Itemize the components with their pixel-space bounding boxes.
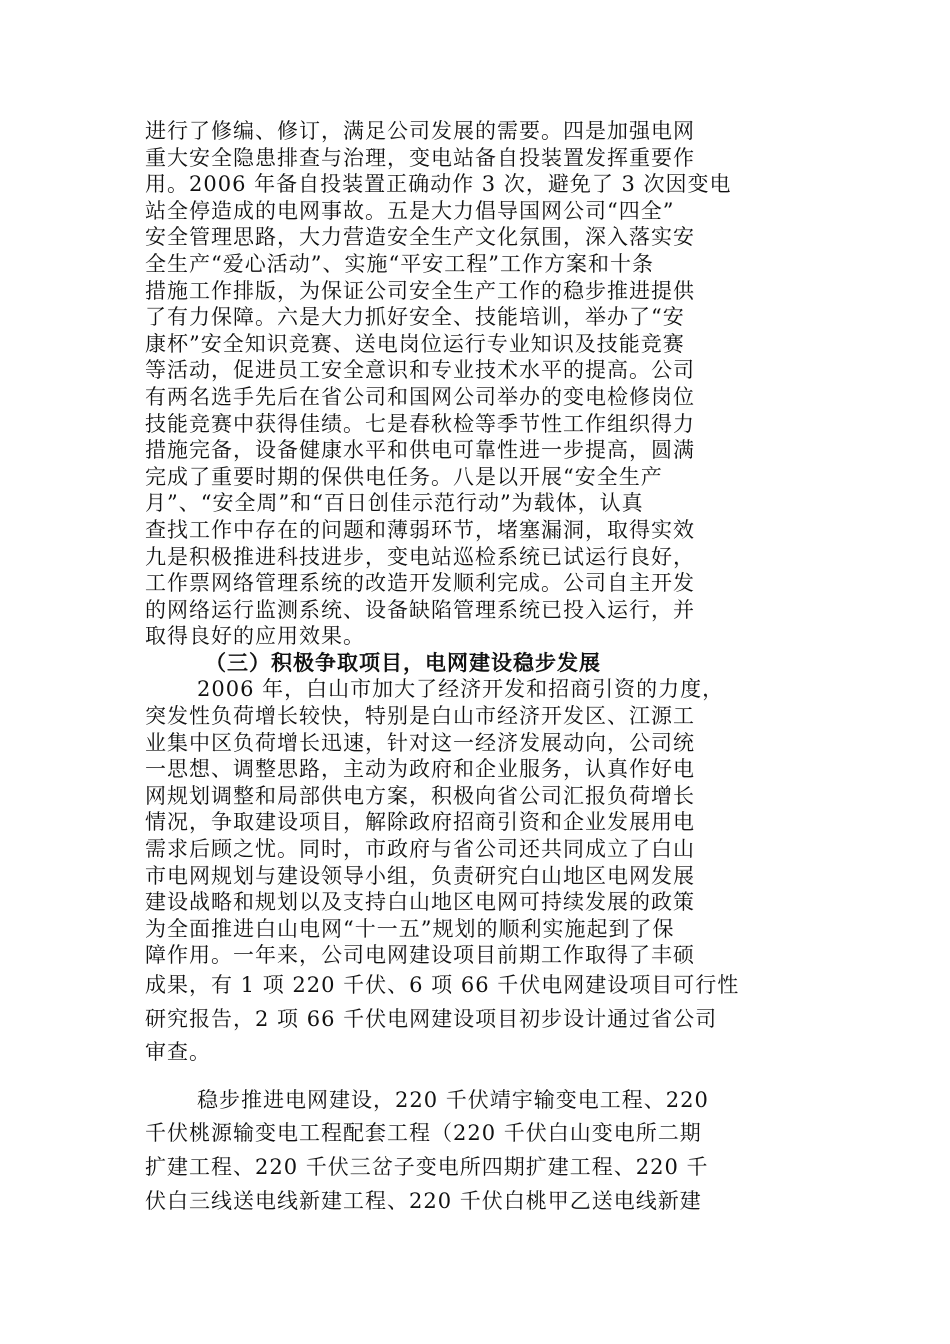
text-line: 市电网规划与建设领导小组，负责研究白山地区电网发展 [145,863,695,888]
section-heading: （三）积极争取项目，电网建设稳步发展 [205,649,601,675]
text-line: 突发性负荷增长较快，特别是白山市经济开发区、江源工 [145,704,695,729]
text-line: 建设战略和规划以及支持白山地区电网可持续发展的政策 [145,890,695,915]
text-line: 的网络运行监测系统、设备缺陷管理系统已投入运行，并 [145,597,695,622]
text-line: 扩建工程、220 千伏三岔子变电所四期扩建工程、220 千 [145,1154,709,1179]
text-line: 措施完备，设备健康水平和供电可靠性进一步提高，圆满 [145,438,695,463]
text-line: 业集中区负荷增长迅速，针对这一经济发展动向，公司统 [145,730,695,755]
text-line: 康杯”安全知识竞赛、送电岗位运行专业知识及技能竞赛 [145,331,685,356]
text-line: 需求后顾之忧。同时，市政府与省公司还共同成立了白山 [145,837,695,862]
text-line: 审查。 [145,1040,211,1065]
text-line: 成果，有 1 项 220 千伏、6 项 66 千伏电网建设项目可行性 [145,973,740,997]
text-line: 查找工作中存在的问题和薄弱环节，堵塞漏洞，取得实效 [145,517,695,542]
text-line: 伏白三线送电线新建工程、220 千伏白桃甲乙送电线新建 [145,1188,702,1213]
text-line: 月”、“安全周”和“百日创佳示范行动”为载体，认真 [145,491,644,516]
text-line: 了有力保障。六是大力抓好安全、技能培训，举办了“安 [145,305,685,330]
text-line: 全生产“爱心活动”、实施“平安工程”工作方案和十条 [145,251,654,276]
text-line: 取得良好的应用效果。 [145,624,365,649]
text-line: 为全面推进白山电网“十一五”规划的顺利实施起到了保 [145,916,675,941]
text-line: 一思想、调整思路，主动为政府和企业服务，认真作好电 [145,757,695,782]
text-line: 千伏桃源输变电工程配套工程（220 千伏白山变电所二期 [145,1121,702,1146]
paragraph-safety [145,118,810,650]
paragraph-grid-construction [145,1084,810,1218]
text-line: 2006 年，白山市加大了经济开发和招商引资的力度， [197,677,725,702]
text-line: 研究报告，2 项 66 千伏电网建设项目初步设计通过省公司 [145,1006,718,1031]
text-line: 技能竞赛中获得佳绩。七是春秋检等季节性工作组织得力 [145,411,695,436]
text-line: 工作票网络管理系统的改造开发顺利完成。公司自主开发 [145,571,695,596]
text-line: 安全管理思路，大力营造安全生产文化氛围，深入落实安 [145,225,695,250]
text-line: 情况，争取建设项目，解除政府招商引资和企业发展用电 [145,810,695,835]
section-heading-block [145,650,810,677]
text-line: 稳步推进电网建设，220 千伏靖宇输变电工程、220 [197,1087,709,1112]
text-line: 措施工作排版，为保证公司安全生产工作的稳步推进提供 [145,278,695,303]
text-line: 障作用。一年来，公司电网建设项目前期工作取得了丰硕 [145,943,695,968]
paragraph-grid-projects [145,676,810,969]
text-line: 站全停造成的电网事故。五是大力倡导国网公司“四全” [145,198,675,223]
text-line: 进行了修编、修订，满足公司发展的需要。四是加强电网 [145,119,695,143]
paragraph-grid-projects-tail [145,969,810,1070]
text-line: 等活动，促进员工安全意识和专业技术水平的提高。公司 [145,358,695,383]
text-line: 用。2006 年备自投装置正确动作 3 次，避免了 3 次因变电 [145,172,732,197]
text-line: 九是积极推进科技进步，变电站巡检系统已试运行良好， [145,544,695,569]
paragraph-spacer [145,1070,810,1084]
text-line: 网规划调整和局部供电方案，积极向省公司汇报负荷增长 [145,783,695,808]
text-line: 重大安全隐患排查与治理，变电站备自投装置发挥重要作 [145,145,695,170]
text-line: 有两名选手先后在省公司和国网公司举办的变电检修岗位 [145,384,695,409]
text-line: 完成了重要时期的保供电任务。八是以开展“安全生产 [145,464,663,489]
document-page [145,118,810,1218]
